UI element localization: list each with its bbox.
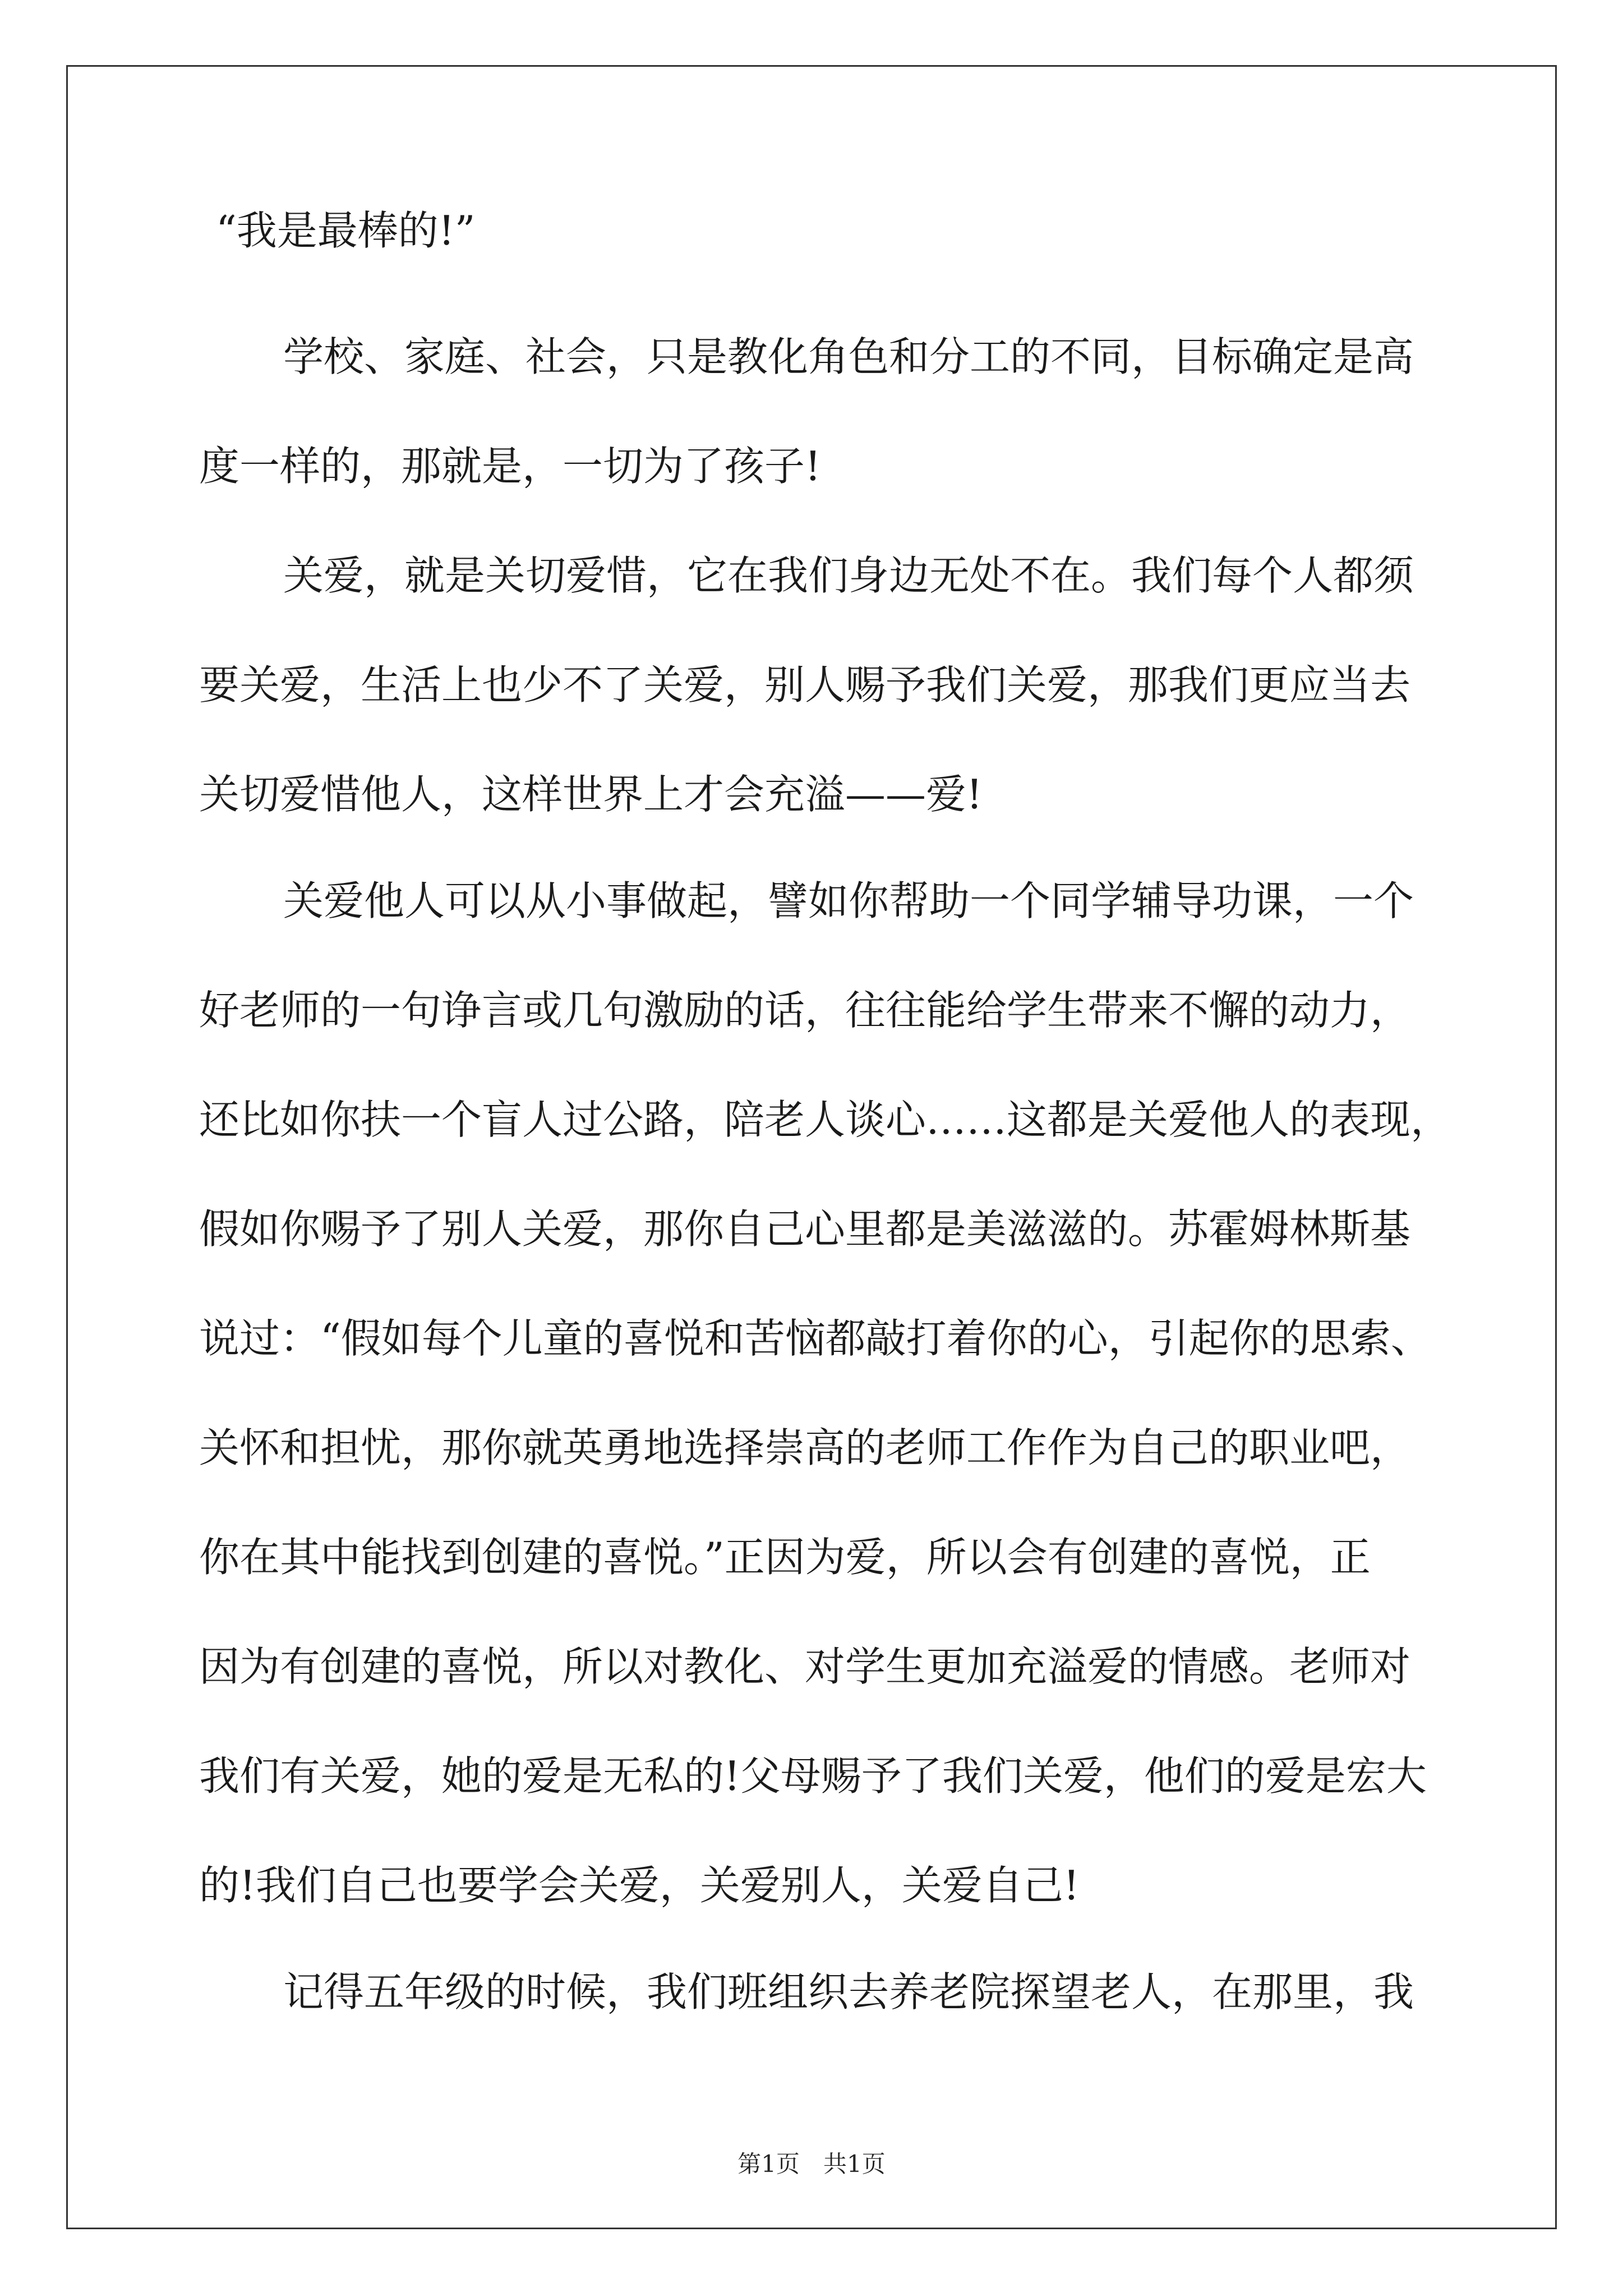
text-line: 假如你赐予了别人关爱，那你自己心里都是美滋滋的。苏霍姆林斯基 <box>199 1205 1411 1253</box>
text-line: 因为有创建的喜悦，所以对教化、对学生更加充溢爱的情感。老师对 <box>199 1643 1411 1690</box>
text-line: 说过：“假如每个儿童的喜悦和苦恼都敲打着你的心，引起你的思索、 <box>199 1315 1431 1362</box>
text-line: 关爱他人可以从小事做起，譬如你帮助一个同学辅导功课，一个 <box>283 877 1414 924</box>
text-line: 的!我们自己也要学会关爱，关爱别人，关爱自己! <box>199 1862 1080 1909</box>
text-line: 好老师的一句诤言或几句激励的话，往往能给学生带来不懈的动力， <box>199 987 1411 1034</box>
text-line: 记得五年级的时候，我们班组织去养老院探望老人，在那里，我 <box>283 1968 1414 2016</box>
text-line: “我是最棒的!” <box>216 207 476 254</box>
text-line: 学校、家庭、社会，只是教化角色和分工的不同，目标确定是高 <box>283 333 1414 380</box>
text-line: 关爱，就是关切爱惜，它在我们身边无处不在。我们每个人都须 <box>283 552 1414 599</box>
text-line: 还比如你扶一个盲人过公路，陪老人谈心……这都是关爱他人的表现， <box>199 1096 1451 1143</box>
text-line: 我们有关爱，她的爱是无私的!父母赐予了我们关爱，他们的爱是宏大 <box>199 1752 1427 1800</box>
text-line: 关切爱惜他人，这样世界上才会充溢——爱! <box>199 771 983 818</box>
text-line: 你在其中能找到创建的喜悦。”正因为爱，所以会有创建的喜悦，正 <box>199 1534 1371 1581</box>
page-number-footer: 第1页 共1页 <box>737 2150 886 2178</box>
text-line: 度一样的，那就是，一切为了孩子! <box>199 443 821 490</box>
text-line: 关怀和担忧，那你就英勇地选择崇高的老师工作作为自己的职业吧， <box>199 1424 1411 1471</box>
text-line: 要关爱，生活上也少不了关爱，别人赐予我们关爱，那我们更应当去 <box>199 661 1411 708</box>
